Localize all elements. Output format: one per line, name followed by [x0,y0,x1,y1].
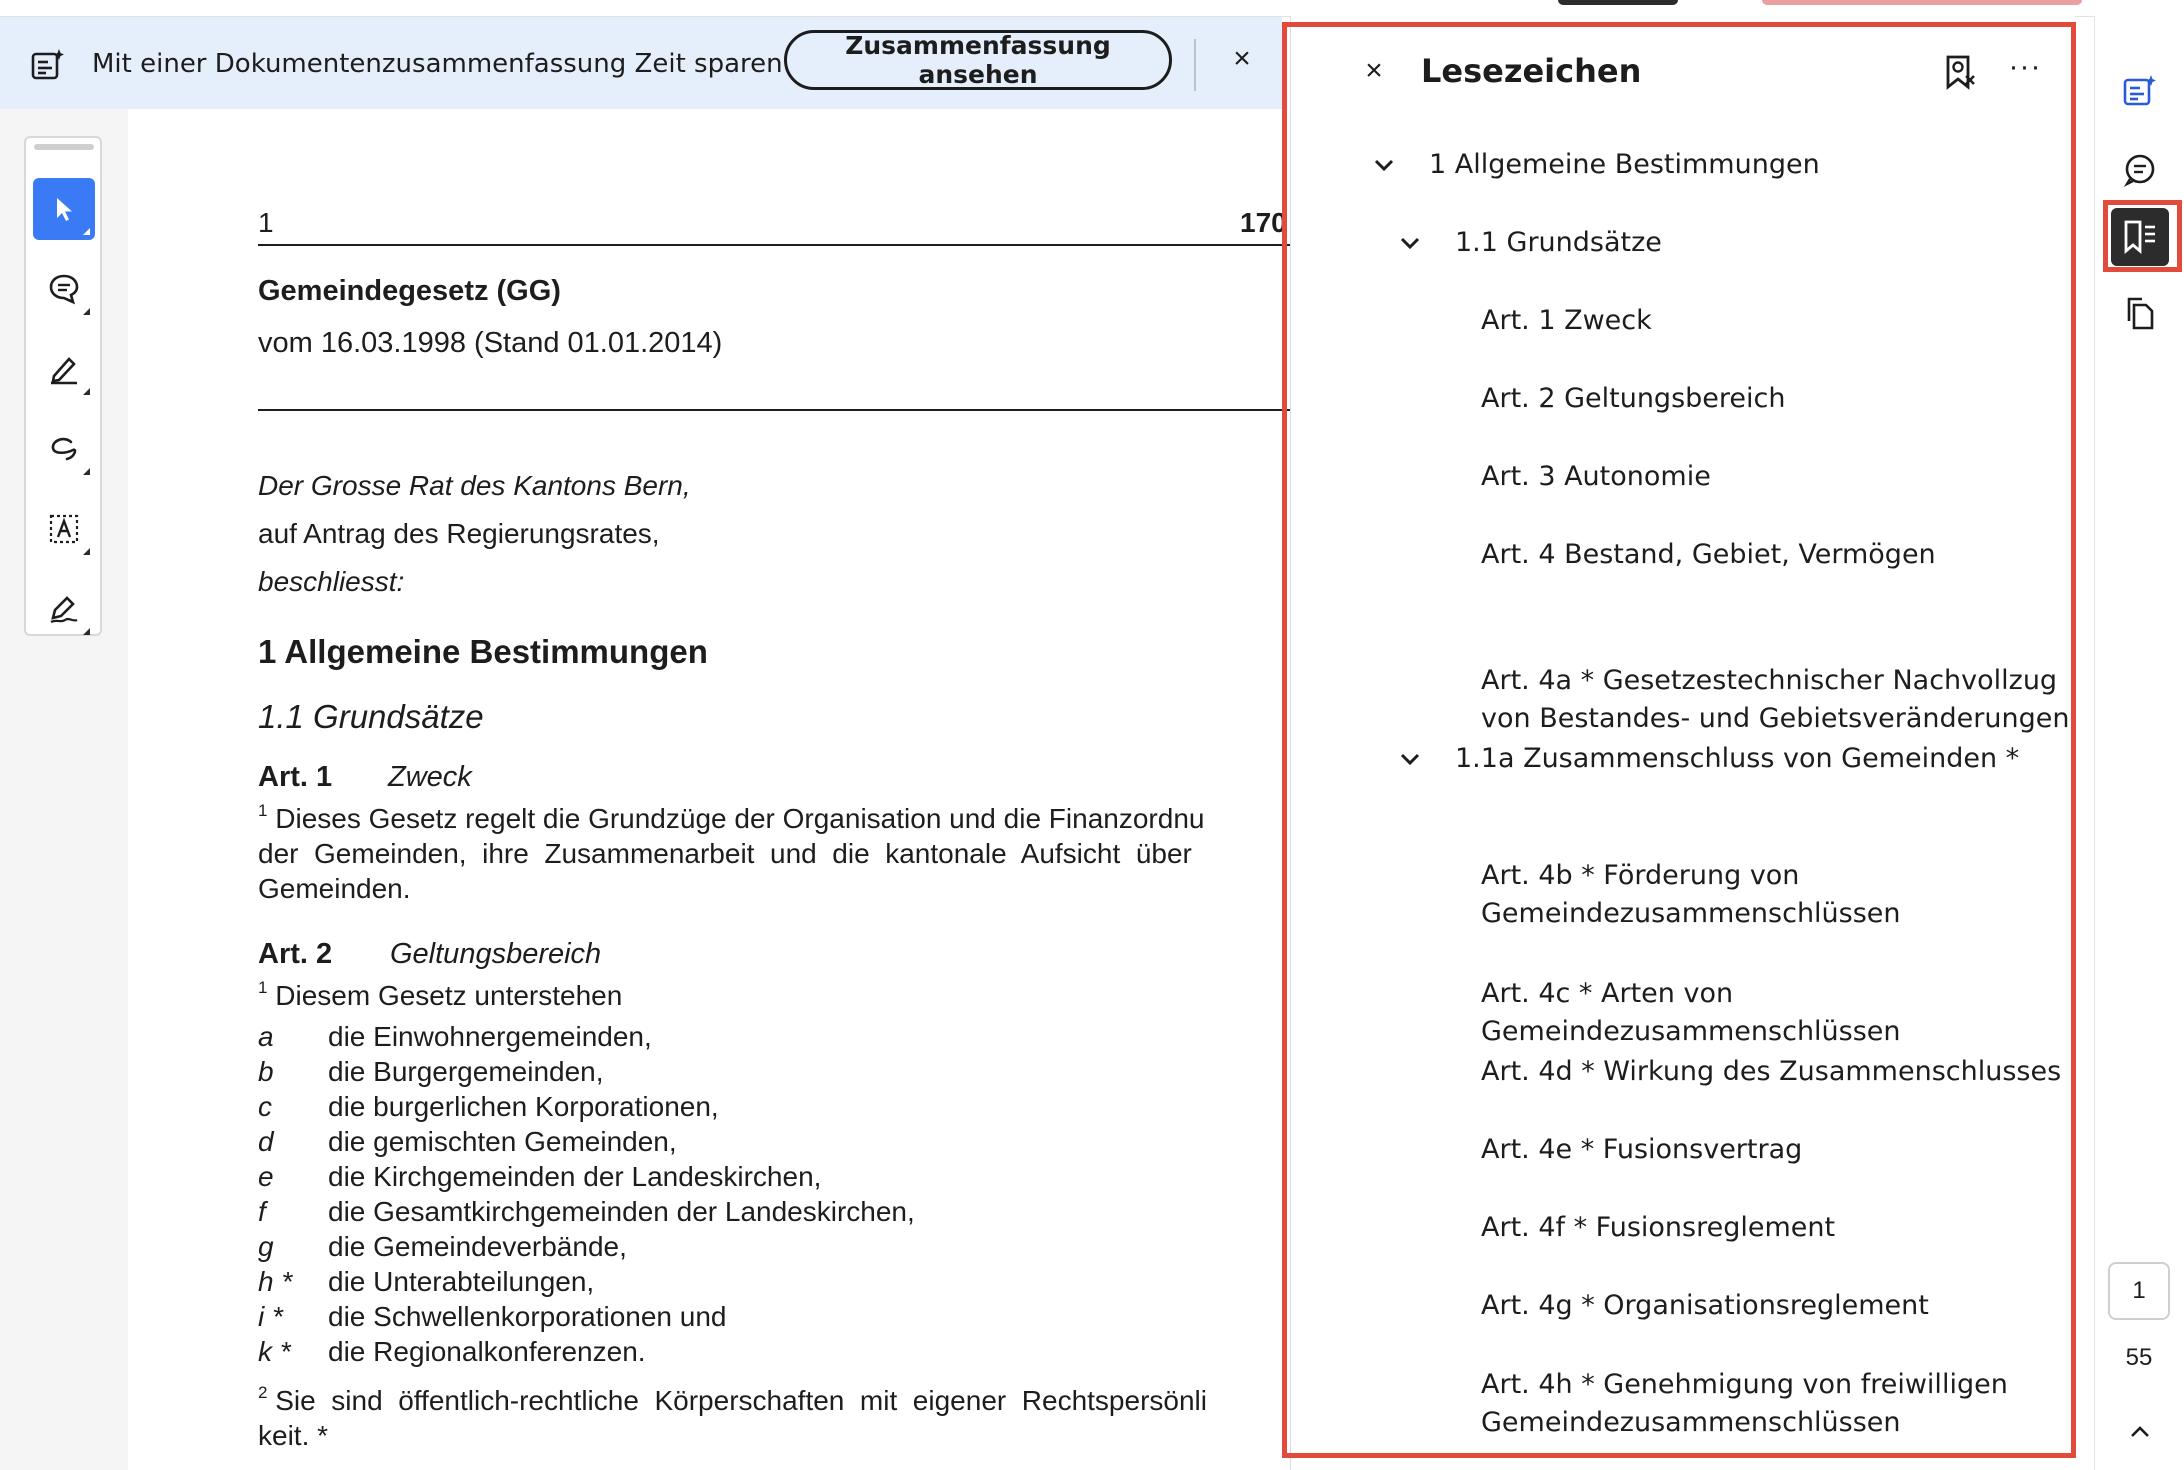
article-2-title: Geltungsbereich [390,938,602,970]
top-tab-indicator [1558,0,1678,5]
bookmark-label: 1.1a Zusammenschluss von Gemeinden * [1455,743,2020,774]
list-item-text: die gemischten Gemeinden, [328,1126,677,1157]
comment-tool-button[interactable] [33,258,95,320]
list-item-text: die Kirchgemeinden der Landeskirchen, [328,1161,822,1192]
article-1-paragraph-line: Gemeinden. [258,873,411,904]
text-tool-button[interactable] [33,498,95,560]
article-1-paragraph-line: $^1$ Dieses Gesetz regelt die Grundzüge der Organisation und die Finanzordnu [258,801,1205,834]
page-header-number: 1 [258,207,274,238]
list-item-letter: d [258,1126,274,1157]
tool-panel [24,136,102,636]
list-item-text: die Schwellenkorporationen und [328,1301,727,1332]
document-view[interactable] [128,109,1290,1470]
bookmark-label: Art. 2 Geltungsbereich [1481,383,1786,414]
banner-message: Mit einer Dokumentenzusammenfassung Zeit sparen [92,49,783,79]
chevron-up-icon [2126,1418,2154,1446]
bookmarks-panel [1290,16,2075,1470]
pen-highlight-icon [47,352,81,386]
law-date: vom 16.03.1998 (Stand 01.01.2014) [258,327,723,359]
article-2-paragraph-2-line: $^2$ Sie sind öffentlich-rechtliche Körperschaften mit eigener Rechtspersönli [258,1383,1207,1416]
chevron-down-icon[interactable] [1395,744,1425,774]
page-thumbnails-button[interactable] [2111,284,2169,342]
previous-page-button[interactable] [2126,1418,2154,1446]
list-item-text: die Regionalkonferenzen. [328,1336,646,1367]
list-item-letter: a [258,1021,274,1052]
list-item-letter: i * [258,1301,283,1332]
close-panel-button[interactable]: × [1365,54,1383,87]
copy-pages-icon [2122,295,2158,331]
subsection-heading: 1.1 Grundsätze [258,698,484,735]
bookmark-label: Art. 4c * Arten von [1481,978,1734,1009]
bookmark-label: Art. 4b * Förderung von [1481,860,1800,891]
list-item-letter: f [258,1196,266,1227]
comments-button[interactable] [2111,140,2169,198]
bookmark-label: 1 Allgemeine Bestimmungen [1429,149,1820,180]
bookmark-label: Art. 4 Bestand, Gebiet, Vermögen [1481,539,1936,570]
panel-title: Lesezeichen [1421,52,1642,90]
bookmark-label: Art. 4a * Gesetzestechnischer Nachvollzug [1481,665,2058,696]
cursor-arrow-icon [49,194,79,224]
banner-close-button[interactable]: × [1233,42,1251,75]
bookmark-label-continued: Gemeindezusammenschlüssen [1481,1016,1901,1047]
current-page-input[interactable]: 1 [2108,1262,2170,1320]
list-item-letter: h * [258,1266,293,1297]
total-pages: 55 [2125,1344,2153,1371]
freehand-draw-icon [47,432,81,466]
window-top-strip [0,0,2184,17]
preamble-line-2: auf Antrag des Regierungsrates, [258,518,660,549]
list-item-letter: b [258,1056,274,1087]
ai-summary-icon [2122,73,2158,109]
draw-tool-button[interactable] [33,418,95,480]
preamble-line-3: beschliesst: [258,566,405,597]
article-2-paragraph: $^1$ Diesem Gesetz unterstehen [258,978,623,1011]
list-item-text: die Unterabteilungen, [328,1266,595,1297]
pdf-page [128,109,1290,1470]
bookmark-label: Art. 4h * Genehmigung von freiwilligen [1481,1369,2008,1400]
bookmark-label: Art. 1 Zweck [1481,305,1652,336]
bookmark-label: Art. 3 Autonomie [1481,461,1711,492]
view-summary-button[interactable]: Zusammenfassung ansehen [784,30,1172,90]
sign-pen-icon [47,592,81,626]
list-item-text: die burgerlichen Korporationen, [328,1091,719,1122]
bookmark-label-continued: Gemeindezusammenschlüssen [1481,898,1901,929]
list-item-text: die Burgergemeinden, [328,1056,604,1087]
tool-panel-drag-handle[interactable] [34,144,94,150]
header-rule [258,244,1290,246]
bookmark-label: Art. 4f * Fusionsreglement [1481,1212,1836,1243]
article-2-paragraph-2-line: keit. * [258,1420,329,1451]
list-item-text: die Gemeindeverbände, [328,1231,627,1262]
preamble-line-1: Der Grosse Rat des Kantons Bern, [258,470,691,501]
bookmark-label-continued: von Bestandes- und Gebietsveränderungen [1481,703,2070,734]
chevron-down-icon[interactable] [1395,228,1425,258]
chevron-down-icon[interactable] [1369,150,1399,180]
bookmark-label: Art. 4e * Fusionsvertrag [1481,1134,1803,1165]
article-1-title: Zweck [388,761,472,793]
add-bookmark-icon [1939,52,1979,92]
text-box-icon [47,512,81,546]
select-tool-button[interactable] [33,178,95,240]
list-item-letter: c [258,1091,272,1122]
title-rule [258,409,1290,411]
comment-icon [47,272,81,306]
article-1-label: Art. 1 [258,761,333,793]
section-heading: 1 Allgemeine Bestimmungen [258,633,708,670]
bookmark-label: Art. 4d * Wirkung des Zusammenschlusses [1481,1056,2062,1087]
ai-summary-icon [30,47,66,83]
list-item-text: die Einwohnergemeinden, [328,1021,652,1052]
summary-banner [0,17,1282,109]
article-2-label: Art. 2 [258,938,333,970]
bookmark-label: Art. 4g * Organisationsreglement [1481,1290,1929,1321]
article-1-paragraph-line: der Gemeinden, ihre Zusammenarbeit und die kantonale Aufsicht über [258,838,1192,869]
page-header-code: 170 [1240,207,1287,238]
list-item-letter: e [258,1161,274,1192]
bookmarks-button-highlight [2103,200,2182,272]
law-title: Gemeindegesetz (GG) [258,275,561,307]
more-options-button[interactable]: ··· [2008,50,2042,83]
bookmark-label: 1.1 Grundsätze [1455,227,1662,258]
add-bookmark-button[interactable] [1939,52,1979,92]
comment-icon [2122,151,2158,187]
list-item-letter: g [258,1231,274,1262]
ai-assistant-button[interactable] [2111,62,2169,120]
top-tab-indicator-secondary [1762,0,2082,5]
sign-tool-button[interactable] [33,578,95,640]
highlight-tool-button[interactable] [33,338,95,400]
bookmark-label-continued: Gemeindezusammenschlüssen [1481,1407,1901,1438]
list-item-text: die Gesamtkirchgemeinden der Landeskirchen, [328,1196,915,1227]
banner-divider [1194,39,1196,91]
list-item-letter: k * [258,1336,291,1367]
